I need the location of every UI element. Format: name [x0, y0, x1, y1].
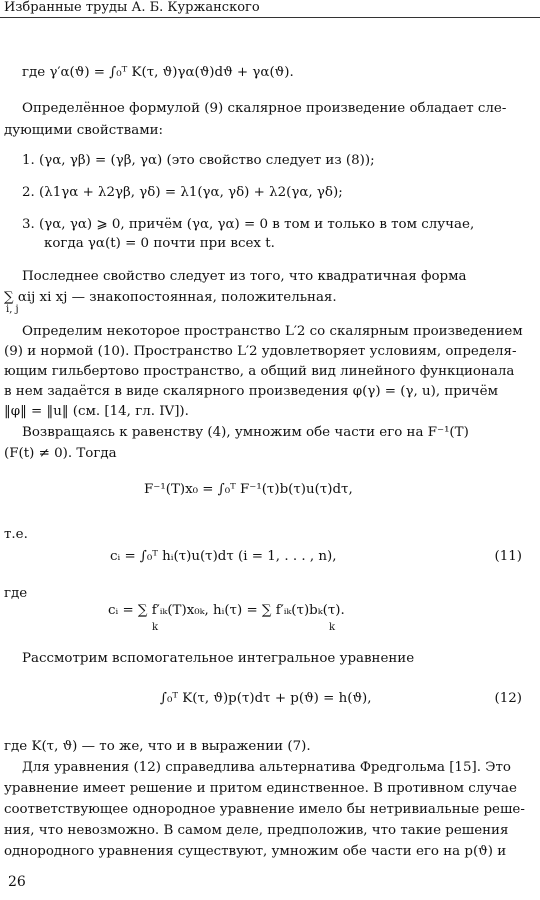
property-3: 3. (γα, γα) ⩾ 0, причём (γα, γα) = 0 в том и только в том случае,	[22, 217, 475, 232]
te-label: т.е.	[4, 527, 28, 542]
text-line-16: (F(t) ≠ 0). Тогда	[4, 446, 117, 461]
page-number: 26	[8, 874, 26, 890]
text-line-1: где γ′α(ϑ) = ∫₀ᵀ K(τ, ϑ)γα(ϑ)dϑ + γα(ϑ).	[22, 65, 294, 80]
text-line-18: где K(τ, ϑ) — то же, что и в выражении (7).	[4, 739, 311, 754]
sum-subscript: i, j	[6, 304, 19, 315]
text-line-21: соответствующее однородное уравнение имело бы нетривиальные реше-	[4, 802, 525, 817]
text-line-23: однородного уравнения существуют, умножим обе части его на p(ϑ) и	[4, 844, 507, 859]
running-header: Избранные труды А. Б. Куржанского	[4, 0, 260, 15]
equation-12-number: (12)	[494, 691, 522, 706]
text-line-15: Возвращаясь к равенству (4), умножим обе части его на F⁻¹(T)	[22, 425, 469, 440]
equation-11-number: (11)	[494, 549, 522, 564]
text-line-8: Последнее свойство следует из того, что квадратичная форма	[22, 269, 467, 284]
text-line-3: дующими свойствами:	[4, 123, 164, 138]
text-line-13: в нем задаётся в виде скалярного произведения φ(γ) = (γ, u), причём	[4, 384, 499, 399]
property-1: 1. (γα, γβ) = (γβ, γα) (это свойство следует из (8));	[22, 153, 375, 168]
text-line-19: Для уравнения (12) справедлива альтернатива Фредгольма [15]. Это	[22, 760, 511, 775]
header-rule	[0, 17, 540, 18]
equation-11: cᵢ = ∫₀ᵀ hᵢ(τ)u(τ)dτ (i = 1, . . . , n),	[110, 549, 337, 564]
equation-12: ∫₀ᵀ K(τ, ϑ)p(τ)dτ + p(ϑ) = h(ϑ),	[160, 691, 372, 706]
text-line-14: ‖φ‖ = ‖u‖ (см. [14, гл. IV]).	[4, 404, 189, 419]
text-line-10: Определим некоторое пространство L′2 со скалярным произведением	[22, 324, 523, 339]
property-3-cont: когда γα(t) = 0 почти при всех t.	[44, 236, 275, 251]
property-2: 2. (λ1γα + λ2γβ, γδ) = λ1(γα, γδ) + λ2(γα, γδ);	[22, 185, 343, 200]
sum-subscript-k1: k	[152, 622, 159, 633]
gde-label: где	[4, 586, 28, 601]
sum-subscript-k2: k	[329, 622, 336, 633]
text-line-22: ния, что невозможно. В самом деле, предположив, что такие решения	[4, 823, 509, 838]
equation-1: F⁻¹(T)x₀ = ∫₀ᵀ F⁻¹(τ)b(τ)u(τ)dτ,	[144, 482, 353, 497]
equation-definitions: cᵢ = ∑ f′ᵢₖ(T)x₀ₖ, hᵢ(τ) = ∑ f′ᵢₖ(τ)bₖ(τ).	[108, 603, 345, 618]
text-line-9: ∑ αij xi xj — знакопостоянная, положительная.	[4, 290, 337, 305]
text-line-17: Рассмотрим вспомогательное интегральное уравнение	[22, 651, 415, 666]
text-line-11: (9) и нормой (10). Пространство L′2 удовлетворяет условиям, определя-	[4, 344, 517, 359]
text-line-12: ющим гильбертово пространство, а общий вид линейного функционала	[4, 364, 515, 379]
text-line-2: Определённое формулой (9) скалярное произведение обладает сле-	[22, 101, 507, 116]
text-line-20: уравнение имеет решение и притом единственное. В противном случае	[4, 781, 517, 796]
